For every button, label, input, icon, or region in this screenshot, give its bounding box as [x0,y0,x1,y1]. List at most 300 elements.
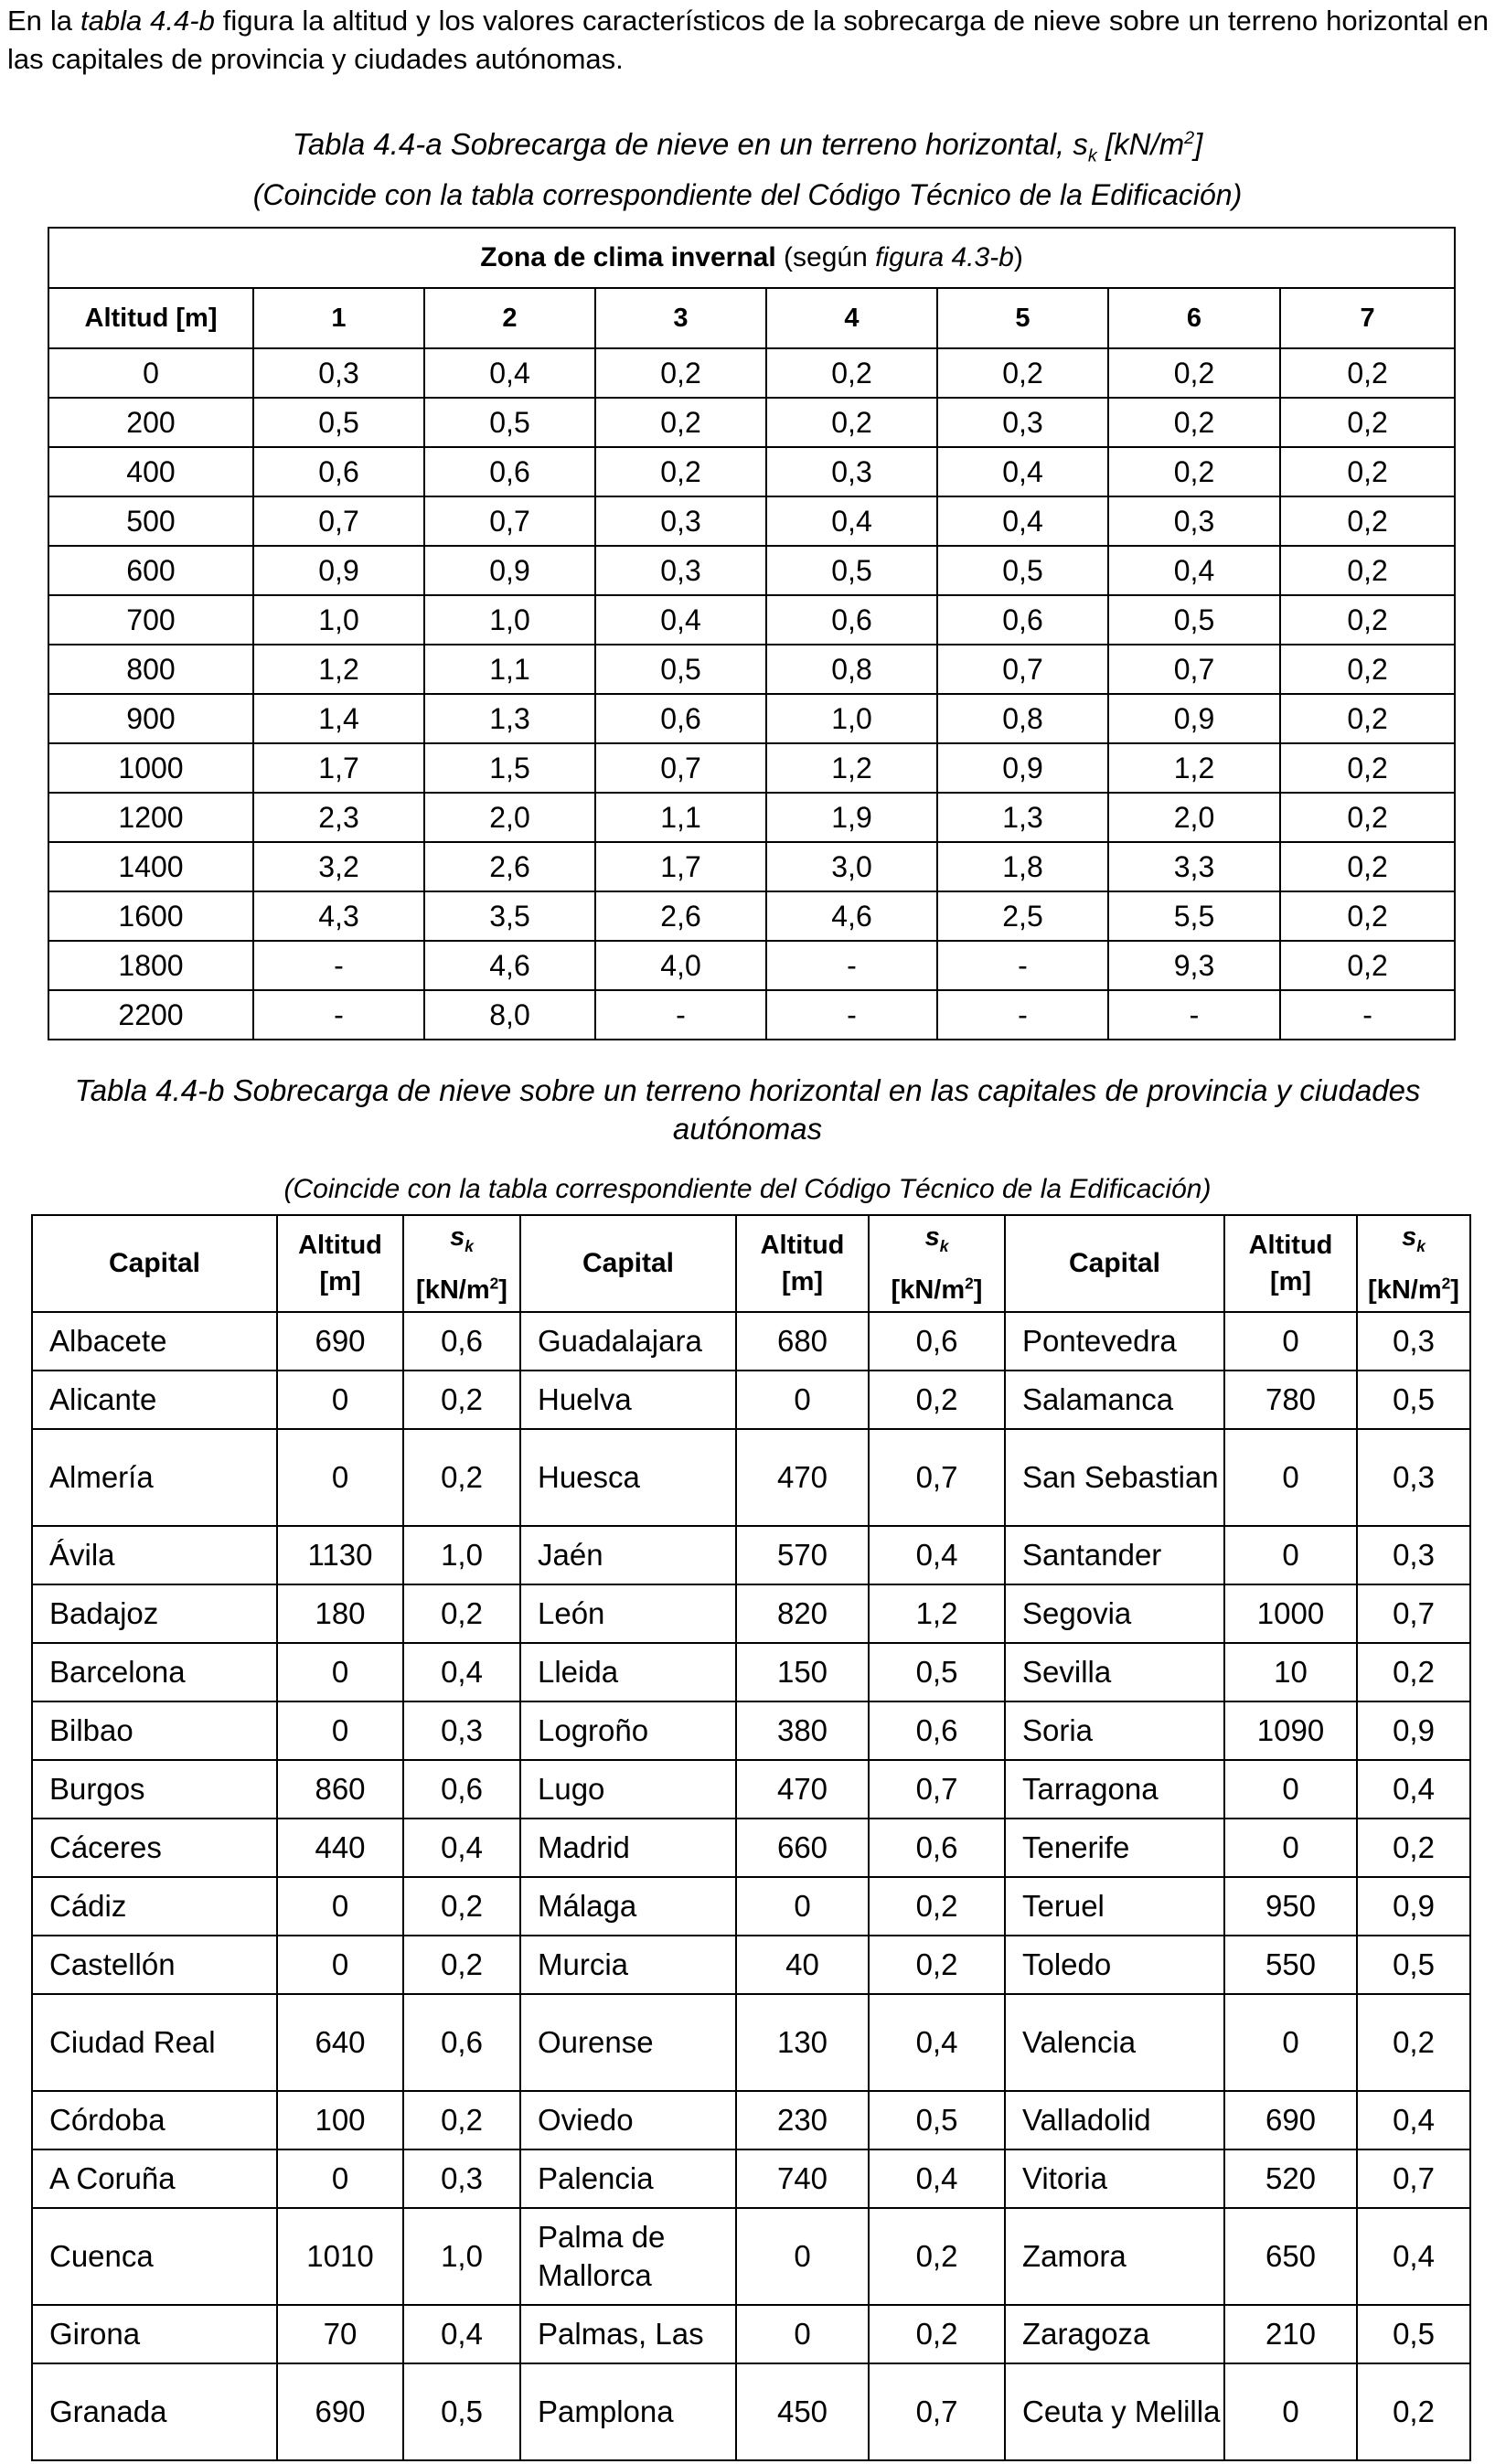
table-a-caption: Tabla 4.4-a Sobrecarga de nieve en un terreno horizontal, $s_k$ $[kN/m^2]$ [292,127,1203,166]
snow-load-cell: 0,2 [403,1371,520,1429]
altitude-cell: 0 [277,2149,403,2208]
capital-name-cell: Teruel [1005,1877,1224,1936]
capital-name-cell: Murcia [520,1936,736,1994]
snow-load-cell: 0,5 [403,2363,520,2460]
snow-load-cell: 0,4 [1357,2208,1470,2305]
table-row [48,645,1455,694]
altitude-header: Altitud [m] [48,288,253,348]
snow-load-cell: 0,6 [595,694,766,743]
capital-name-cell: Lleida [520,1643,736,1701]
snow-load-cell: 0,3 [403,1701,520,1760]
capital-name-cell: Guadalajara [520,1312,736,1371]
capital-name-cell: Cádiz [32,1877,277,1936]
snow-load-cell: 0,4 [869,2149,1005,2208]
snow-load-cell: 0,3 [595,496,766,546]
altitude-cell: 950 [1224,1877,1357,1936]
snow-load-cell: 0,7 [1108,645,1280,694]
capital-name-cell: Castellón [32,1936,277,1994]
snow-load-cell: 0,5 [424,398,595,447]
altitude-cell: 0 [1224,1526,1357,1584]
snow-load-cell: 0,5 [1357,2305,1470,2363]
table-b-note: (Coincide con la tabla correspondiente del Código Técnico de la Edificación) [283,1174,1212,1204]
snow-load-cell: 0,2 [595,348,766,398]
zone-header: 7 [1280,288,1455,348]
altitude-cell: 0 [277,1936,403,1994]
sk-header: $s_k$ $[kN/m^2]$ [1357,1215,1470,1312]
sk-header: $s_k$ $[kN/m^2]$ [869,1215,1005,1312]
snow-load-cell: 0,4 [766,496,937,546]
table-row [32,1526,1470,1584]
altitude-cell: 690 [1224,2091,1357,2149]
snow-load-cell: 0,2 [1108,398,1280,447]
snow-load-cell: 2,6 [424,842,595,891]
snow-load-cell: 1,5 [424,743,595,793]
capital-name-cell: Girona [32,2305,277,2363]
capital-name-cell: Ceuta y Melilla [1005,2363,1224,2460]
capital-name-cell: Córdoba [32,2091,277,2149]
snow-load-cell: 0,4 [1357,2091,1470,2149]
snow-load-cell: 0,5 [1357,1936,1470,1994]
table-row [48,891,1455,941]
altitude-cell: 440 [277,1819,403,1877]
snow-load-cell: - [1108,990,1280,1040]
altitude-cell: 0 [48,348,253,398]
snow-load-cell: 0,2 [869,1371,1005,1429]
intro-paragraph [7,2,1489,79]
snow-load-cell: 0,4 [595,595,766,645]
capital-name-cell: Ourense [520,1994,736,2091]
capital-name-cell: Jaén [520,1526,736,1584]
altitude-cell: 0 [1224,1994,1357,2091]
altitude-cell: 690 [277,2363,403,2460]
snow-load-cell: 1,0 [403,1526,520,1584]
table-row [32,1643,1470,1701]
snow-load-cell: 0,4 [869,1526,1005,1584]
snow-load-cell: 1,2 [253,645,424,694]
altitude-cell: 0 [736,2208,869,2305]
snow-load-cell: 0,2 [1280,398,1455,447]
capital-name-cell: Burgos [32,1760,277,1819]
capital-name-cell: Lugo [520,1760,736,1819]
table-row [32,1312,1470,1371]
altitude-cell: 210 [1224,2305,1357,2363]
snow-load-cell: 2,0 [1108,793,1280,842]
zone-header: 2 [424,288,595,348]
table-row [48,398,1455,447]
altitude-cell: 0 [736,1371,869,1429]
capital-name-cell: Huelva [520,1371,736,1429]
altitude-cell: 900 [48,694,253,743]
table-row [48,546,1455,595]
snow-load-cell: 0,4 [403,1643,520,1701]
altitude-cell: 0 [1224,1819,1357,1877]
altitude-cell: 600 [48,546,253,595]
snow-load-cell: 1,0 [403,2208,520,2305]
altitude-cell: 400 [48,447,253,496]
capital-name-cell: Palmas, Las [520,2305,736,2363]
altitude-cell: 1800 [48,941,253,990]
snow-load-cell: 0,7 [869,2363,1005,2460]
snow-load-cell: 0,9 [1357,1877,1470,1936]
snow-load-cell: 0,4 [1357,1760,1470,1819]
snow-load-cell: 0,7 [937,645,1108,694]
table-row [32,2149,1470,2208]
snow-load-cell: 0,2 [595,447,766,496]
snow-load-cell: 0,5 [937,546,1108,595]
snow-load-cell: 0,2 [403,1429,520,1526]
capital-name-cell: Oviedo [520,2091,736,2149]
snow-load-cell: 1,2 [869,1584,1005,1643]
capital-name-cell: Pontevedra [1005,1312,1224,1371]
capital-name-cell: Pamplona [520,2363,736,2460]
snow-load-cell: 0,2 [1280,891,1455,941]
altitude-cell: 550 [1224,1936,1357,1994]
altitude-cell: 690 [277,1312,403,1371]
snow-load-cell: 0,4 [1108,546,1280,595]
snow-load-cell: 0,3 [937,398,1108,447]
table-row [32,2208,1470,2305]
altitude-cell: 70 [277,2305,403,2363]
altitude-cell: 0 [1224,1429,1357,1526]
snow-load-cell: 0,2 [1357,1819,1470,1877]
capital-name-cell: Valencia [1005,1994,1224,2091]
snow-load-cell: 2,3 [253,793,424,842]
capital-name-cell: Tenerife [1005,1819,1224,1877]
capital-name-cell: Zamora [1005,2208,1224,2305]
snow-load-cell: - [937,990,1108,1040]
snow-load-cell: 0,5 [595,645,766,694]
capital-name-cell: Cuenca [32,2208,277,2305]
capital-name-cell: Bilbao [32,1701,277,1760]
altitude-cell: 860 [277,1760,403,1819]
capital-name-cell: Logroño [520,1701,736,1760]
capital-name-cell: Ávila [32,1526,277,1584]
capital-name-cell: Cáceres [32,1819,277,1877]
snow-load-cell: 1,7 [253,743,424,793]
table-row [32,1584,1470,1643]
snow-load-cell: 0,2 [1280,348,1455,398]
capital-name-cell: Sevilla [1005,1643,1224,1701]
capital-name-cell: Barcelona [32,1643,277,1701]
altitude-header: Altitud [m] [277,1215,403,1312]
altitude-cell: 0 [277,1429,403,1526]
capital-name-cell: San Sebastian [1005,1429,1224,1526]
snow-load-cell: 0,2 [403,1584,520,1643]
snow-load-cell: 0,4 [424,348,595,398]
zone-header: 5 [937,288,1108,348]
altitude-cell: 470 [736,1760,869,1819]
capital-name-cell: Soria [1005,1701,1224,1760]
capital-name-cell: Ciudad Real [32,1994,277,2091]
altitude-cell: 450 [736,2363,869,2460]
snow-load-cell: 0,2 [1280,842,1455,891]
intro-table-ref: tabla 4.4-b [80,5,215,37]
table-row [32,1760,1470,1819]
altitude-cell: 10 [1224,1643,1357,1701]
altitude-cell: 1130 [277,1526,403,1584]
snow-load-cell: 0,6 [869,1819,1005,1877]
altitude-cell: 150 [736,1643,869,1701]
snow-load-cell: 0,2 [1280,496,1455,546]
table-row [32,2363,1470,2460]
altitude-cell: 680 [736,1312,869,1371]
capital-header: Capital [32,1215,277,1312]
table-row [48,496,1455,546]
table-row [32,1936,1470,1994]
altitude-cell: 1400 [48,842,253,891]
snow-load-cell: 0,9 [424,546,595,595]
snow-load-cell: 3,3 [1108,842,1280,891]
snow-load-cell: 0,6 [869,1312,1005,1371]
altitude-cell: 180 [277,1584,403,1643]
snow-load-cell: 0,2 [1280,546,1455,595]
snow-load-cell: 0,3 [1357,1526,1470,1584]
altitude-cell: 570 [736,1526,869,1584]
altitude-cell: 650 [1224,2208,1357,2305]
snow-load-cell: 1,3 [937,793,1108,842]
altitude-header: Altitud [m] [1224,1215,1357,1312]
snow-load-cell: 0,7 [869,1760,1005,1819]
snow-load-cell: 0,6 [937,595,1108,645]
snow-load-cell: 0,2 [1108,348,1280,398]
table-row [48,694,1455,743]
capital-header: Capital [1005,1215,1224,1312]
capital-name-cell: Tarragona [1005,1760,1224,1819]
snow-load-cell: 9,3 [1108,941,1280,990]
snow-load-cell: 0,9 [1108,694,1280,743]
snow-load-cell: 1,4 [253,694,424,743]
capital-name-cell: Zaragoza [1005,2305,1224,2363]
snow-load-cell: 2,5 [937,891,1108,941]
snow-load-cell: 2,0 [424,793,595,842]
snow-load-cell: 0,7 [595,743,766,793]
snow-load-cell: 0,7 [869,1429,1005,1526]
table-row [32,2305,1470,2363]
snow-load-cell: 0,3 [253,348,424,398]
capital-name-cell: Palma de Mallorca [520,2208,736,2305]
capital-name-cell: Valladolid [1005,2091,1224,2149]
altitude-cell: 740 [736,2149,869,2208]
snow-load-cell: 0,9 [253,546,424,595]
snow-load-cell: - [253,990,424,1040]
altitude-cell: 0 [277,1643,403,1701]
snow-load-cell: 0,3 [1108,496,1280,546]
snow-load-cell: 8,0 [424,990,595,1040]
snow-load-cell: - [595,990,766,1040]
snow-load-cell: 0,3 [403,2149,520,2208]
snow-load-cell: 0,4 [403,2305,520,2363]
altitude-cell: 780 [1224,1371,1357,1429]
snow-load-cell: 0,9 [937,743,1108,793]
snow-load-cell: 0,4 [937,447,1108,496]
snow-load-cell: 1,1 [595,793,766,842]
snow-load-cell: 0,5 [869,2091,1005,2149]
snow-load-cell: 4,6 [424,941,595,990]
snow-load-cell: 0,2 [869,2305,1005,2363]
capital-name-cell: Málaga [520,1877,736,1936]
snow-load-cell: 1,8 [937,842,1108,891]
zone-header: 3 [595,288,766,348]
altitude-cell: 800 [48,645,253,694]
snow-load-cell: 5,5 [1108,891,1280,941]
table-row [48,348,1455,398]
zone-header: 4 [766,288,937,348]
zone-header: 1 [253,288,424,348]
snow-load-cell: 0,6 [403,1994,520,2091]
sk-header: $s_k$ $[kN/m^2]$ [403,1215,520,1312]
capital-name-cell: Alicante [32,1371,277,1429]
snow-load-cell: 0,6 [403,1760,520,1819]
capital-name-cell: Santander [1005,1526,1224,1584]
altitude-cell: 700 [48,595,253,645]
altitude-cell: 0 [277,1877,403,1936]
snow-load-cell: 4,6 [766,891,937,941]
snow-load-cell: - [253,941,424,990]
snow-load-cell: 0,5 [869,1643,1005,1701]
snow-load-cell: 0,2 [869,2208,1005,2305]
altitude-cell: 0 [277,1701,403,1760]
capital-name-cell: Badajoz [32,1584,277,1643]
snow-load-cell: 0,2 [595,398,766,447]
snow-load-cell: 0,2 [1280,447,1455,496]
snow-load-cell: 3,0 [766,842,937,891]
table-row [48,941,1455,990]
snow-load-cell: 1,7 [595,842,766,891]
table-a-note: (Coincide con la tabla correspondiente del Código Técnico de la Edificación) [252,178,1243,211]
capital-name-cell: León [520,1584,736,1643]
capital-name-cell: Vitoria [1005,2149,1224,2208]
altitude-cell: 0 [1224,1760,1357,1819]
snow-load-cell: 0,5 [1357,1371,1470,1429]
snow-load-cell: 0,2 [1280,743,1455,793]
altitude-cell: 100 [277,2091,403,2149]
snow-load-cell: 0,2 [1280,645,1455,694]
snow-load-cell: 4,3 [253,891,424,941]
altitude-cell: 500 [48,496,253,546]
snow-load-cell: 1,9 [766,793,937,842]
snow-load-cell: 0,2 [1357,2363,1470,2460]
snow-load-cell: 0,6 [766,595,937,645]
table-row [48,793,1455,842]
snow-load-cell: 1,0 [424,595,595,645]
capital-name-cell: A Coruña [32,2149,277,2208]
snow-load-cell: 0,2 [403,1877,520,1936]
altitude-cell: 2200 [48,990,253,1040]
altitude-cell: 0 [736,1877,869,1936]
altitude-cell: 1000 [1224,1584,1357,1643]
snow-load-cell: 1,3 [424,694,595,743]
snow-load-cell: 0,7 [424,496,595,546]
table-row [32,1701,1470,1760]
capital-name-cell: Almería [32,1429,277,1526]
altitude-cell: 660 [736,1819,869,1877]
snow-load-cell: 0,2 [766,398,937,447]
snow-load-cell: 0,4 [937,496,1108,546]
altitude-cell: 1000 [48,743,253,793]
snow-load-cell: 0,8 [937,694,1108,743]
snow-load-cell: 0,4 [869,1994,1005,2091]
capital-header: Capital [520,1215,736,1312]
altitude-cell: 820 [736,1584,869,1643]
snow-load-cell: 1,2 [1108,743,1280,793]
altitude-cell: 520 [1224,2149,1357,2208]
snow-load-cell: 0,8 [766,645,937,694]
altitude-cell: 230 [736,2091,869,2149]
altitude-cell: 380 [736,1701,869,1760]
altitude-cell: 130 [736,1994,869,2091]
snow-load-cell: 0,7 [1357,1584,1470,1643]
table-b-body [32,1312,1470,2460]
snow-load-cell: 2,6 [595,891,766,941]
snow-load-cell: 0,6 [869,1701,1005,1760]
table-row [48,595,1455,645]
altitude-cell: 470 [736,1429,869,1526]
snow-load-cell: 1,2 [766,743,937,793]
table-b-caption: Tabla 4.4-b Sobrecarga de nieve sobre un terreno horizontal en las capitales de provincia y ciudades autónomas [74,1073,1421,1146]
snow-load-cell: 0,2 [1280,941,1455,990]
snow-load-cell: 0,4 [403,1819,520,1877]
table-row [32,1994,1470,2091]
snow-load-cell: 0,2 [869,1877,1005,1936]
table-row [32,1371,1470,1429]
altitude-cell: 640 [277,1994,403,2091]
altitude-cell: 0 [1224,2363,1357,2460]
snow-load-cell: - [937,941,1108,990]
altitude-cell: 0 [736,2305,869,2363]
snow-load-cell: 0,3 [595,546,766,595]
altitude-cell: 0 [1224,1312,1357,1371]
snow-load-cell: 0,6 [403,1312,520,1371]
zone-header: 6 [1108,288,1280,348]
altitude-cell: 0 [277,1371,403,1429]
snow-load-cell: 0,6 [424,447,595,496]
snow-load-altitude-table [48,227,1456,1040]
snow-load-cell: 0,2 [1357,1994,1470,2091]
snow-load-cell: 1,0 [253,595,424,645]
snow-load-cell: 1,1 [424,645,595,694]
table-row [32,1819,1470,1877]
table-row [32,2091,1470,2149]
capital-name-cell: Albacete [32,1312,277,1371]
capital-name-cell: Granada [32,2363,277,2460]
snow-load-cell: 0,2 [403,2091,520,2149]
altitude-cell: 1010 [277,2208,403,2305]
snow-load-cell: 0,9 [1357,1701,1470,1760]
snow-load-cell: 3,5 [424,891,595,941]
table-row [48,990,1455,1040]
snow-load-cell: 0,3 [1357,1312,1470,1371]
altitude-cell: 200 [48,398,253,447]
table-a-body [48,348,1455,1040]
snow-load-cell: 0,5 [253,398,424,447]
snow-load-cell: 0,5 [1108,595,1280,645]
snow-load-cell: 0,2 [869,1936,1005,1994]
table-row [48,842,1455,891]
snow-load-cell: 0,2 [1280,595,1455,645]
climate-zone-header: Zona de clima invernal (según figura 4.3-b) [48,228,1455,288]
snow-load-cell: 0,6 [253,447,424,496]
snow-load-cell: 0,2 [1280,793,1455,842]
snow-load-cell: 3,2 [253,842,424,891]
table-row [48,743,1455,793]
snow-load-cell: 0,3 [766,447,937,496]
snow-load-cell: 0,2 [937,348,1108,398]
intro-text-1: En la [7,5,80,37]
table-row [32,1429,1470,1526]
altitude-cell: 1200 [48,793,253,842]
snow-load-cell: 0,2 [1108,447,1280,496]
snow-load-cell: 4,0 [595,941,766,990]
